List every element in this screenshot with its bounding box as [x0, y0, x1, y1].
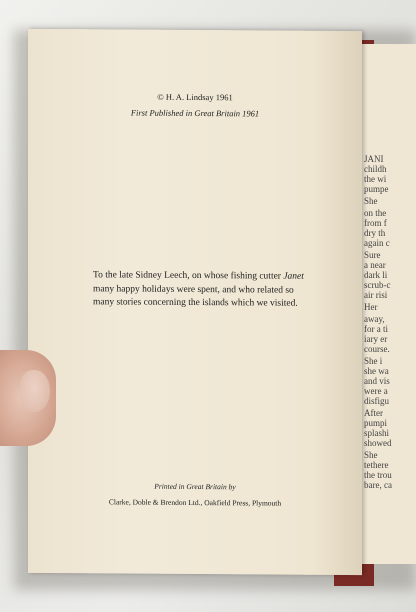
right-page-line: scrub-c [364, 280, 391, 290]
right-page-line: dry th [364, 228, 386, 238]
right-page-line: She [364, 450, 378, 460]
right-page-line: After [364, 408, 383, 418]
printer-line: Clarke, Doble & Brendon Ltd., Oakfield Press, Plymouth [108, 497, 282, 508]
right-page-line: disfigu [364, 396, 390, 406]
right-page-line: childh [364, 164, 387, 174]
right-page-line: Her [364, 302, 378, 312]
right-page-line: again c [364, 238, 390, 248]
first-published-line: First Published in Great Britain 1961 [130, 107, 260, 119]
right-page-line: pumpi [364, 418, 388, 428]
right-page-line: from f [364, 218, 387, 228]
dedication-boat-name: Janet [283, 271, 304, 282]
right-page-line: air risi [364, 290, 388, 300]
right-page-line: Sure [364, 250, 381, 260]
right-page-line: the trou [364, 470, 392, 480]
right-page-line: for a ti [364, 324, 388, 334]
right-page-line: a near [364, 260, 386, 270]
right-page-line: She [364, 196, 378, 206]
left-page [28, 29, 362, 575]
right-page-line: and vis [364, 376, 390, 386]
right-page-line: pumpe [364, 184, 389, 194]
right-page-line: were a [364, 386, 388, 396]
right-page-line: dark li [364, 270, 388, 280]
right-page-line: away, [364, 314, 385, 324]
printed-in-line: Printed in Great Britain by [154, 481, 236, 492]
right-page [360, 44, 416, 564]
right-page-line: JANI [364, 154, 384, 164]
right-page-line: she wa [364, 366, 389, 376]
dedication-text-end: many happy holidays were spent, and who related so many stories concerning the islands which we visited. [93, 283, 298, 309]
right-page-line: splashi [364, 428, 390, 438]
right-page-line: bare, ca [364, 480, 392, 490]
right-page-line: She i [364, 356, 383, 366]
right-page-line: the wi [364, 174, 387, 184]
copyright-line: © H. A. Lindsay 1961 [157, 91, 233, 103]
right-page-line: on the [364, 208, 387, 218]
right-page-line: course. [364, 344, 390, 354]
right-page-line: tethere [364, 460, 389, 470]
thumbnail [20, 370, 50, 412]
right-page-line: showed [364, 438, 392, 448]
right-page-line: iary er [364, 334, 388, 344]
dedication-text-start: To the late Sidney Leech, on whose fishing cutter [93, 270, 284, 282]
dedication [93, 269, 308, 311]
